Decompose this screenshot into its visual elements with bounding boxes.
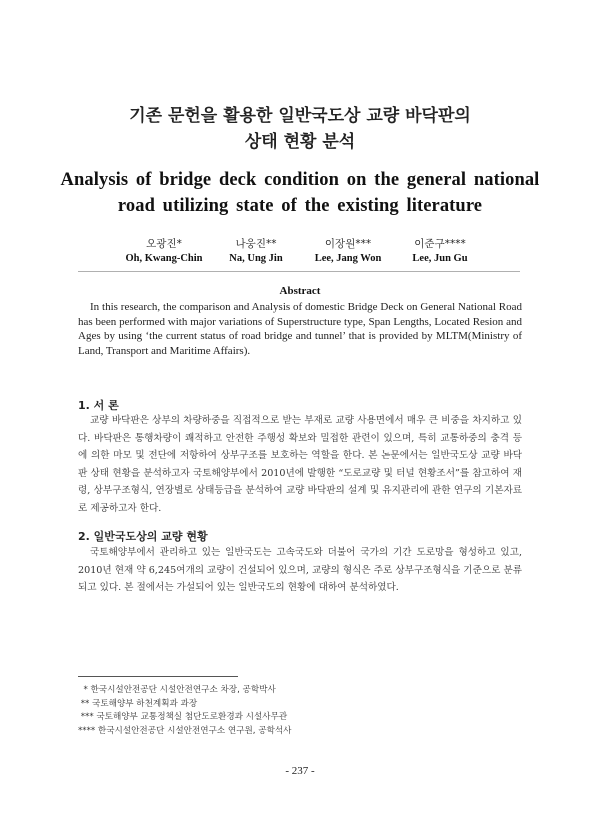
footnote-2: ** 국토해양부 하천계획과 과장	[78, 698, 198, 709]
footnote-1: * 한국시설안전공단 시설안전연구소 차장, 공학박사	[78, 685, 276, 695]
author-3-korean: 이장원***	[324, 238, 372, 250]
footnote-4: **** 한국시설안전공단 시설안전연구소 연구원, 공학석사	[78, 725, 292, 736]
abstract-heading: Abstract	[279, 285, 321, 297]
section-2-heading: 2. 일반국도상의 교량 현황	[78, 530, 208, 543]
author-2-korean: 나웅진**	[235, 238, 277, 250]
author-4-english: Lee, Jun Gu	[412, 253, 468, 264]
header-divider	[78, 271, 520, 272]
abstract-text: In this research, the comparison and Analysis of domestic Bridge Deck on General National Road has been performed with major variations of Superstructure type, Span Lengths, Located Resion and Ages by using ‘the current status of road bridge and tunnel’ that is provided by MLTM(Ministry of Land, Transport and Maritime Affairs).	[78, 301, 522, 357]
author-1-english: Oh, Kwang-Chin	[125, 253, 203, 264]
footnotes	[78, 684, 518, 738]
author-1-korean: 오광진*	[146, 238, 182, 250]
korean-title-line-1: 기존 문헌을 활용한 일반국도상 교량 바닥판의	[129, 106, 471, 126]
author-4-korean: 이준구****	[414, 238, 466, 250]
page-number: - 237 -	[285, 765, 315, 777]
author-2-english: Na, Ung Jin	[229, 253, 283, 264]
footnote-divider	[78, 676, 238, 677]
section-2-text: 국토해양부에서 관리하고 있는 일반국도는 고속국도와 더불어 국가의 기간 도로망을 형성하고 있고, 2010년 현재 약 6,245여개의 교량이 건설되어 있으며, 교량의 형식은 주로 상부구조형식을 기준으로 분류되고 있다. 본 절에서는 가설되어 있는 일반국도의 현황에 대하여 분석하였다.	[78, 547, 522, 594]
author-3-english: Lee, Jang Won	[314, 253, 382, 264]
section-1-heading: 1. 서 론	[78, 399, 119, 412]
section-1-text: 교량 바닥판은 상부의 차량하중을 직접적으로 받는 부재로 교량 사용면에서 매우 큰 비중을 차지하고 있다. 바닥판은 통행차량이 쾌적하고 안전한 주행성 확보와 밀접한 관련이 있으며, 특히 교통하중의 충격 등에 의한 마모 및 전단에 저항하여 상부구조를 보호하는 역할을 한다. 본 논문에서는 일반국도상 교량 바닥판 상태 현황을 분석하고자 국토해양부에서 2010년에 발행한 “도로교량 및 터널 현황조서”를 참고하여 재령, 상부구조형식, 연장별로 상태등급을 분석하여 교량 바닥판의 설계 및 유지관리에 관한 연구의 기본자료로 제공하고자 한다.	[78, 415, 522, 514]
footnote-3: *** 국토해양부 교통정책실 첨단도로환경과 시설사무관	[78, 712, 288, 722]
english-title-line-1: Analysis of bridge deck condition on the general national	[60, 170, 540, 190]
korean-title-line-2: 상태 현황 분석	[244, 132, 356, 152]
english-title-line-2: road utilizing state of the existing literature	[117, 196, 483, 216]
